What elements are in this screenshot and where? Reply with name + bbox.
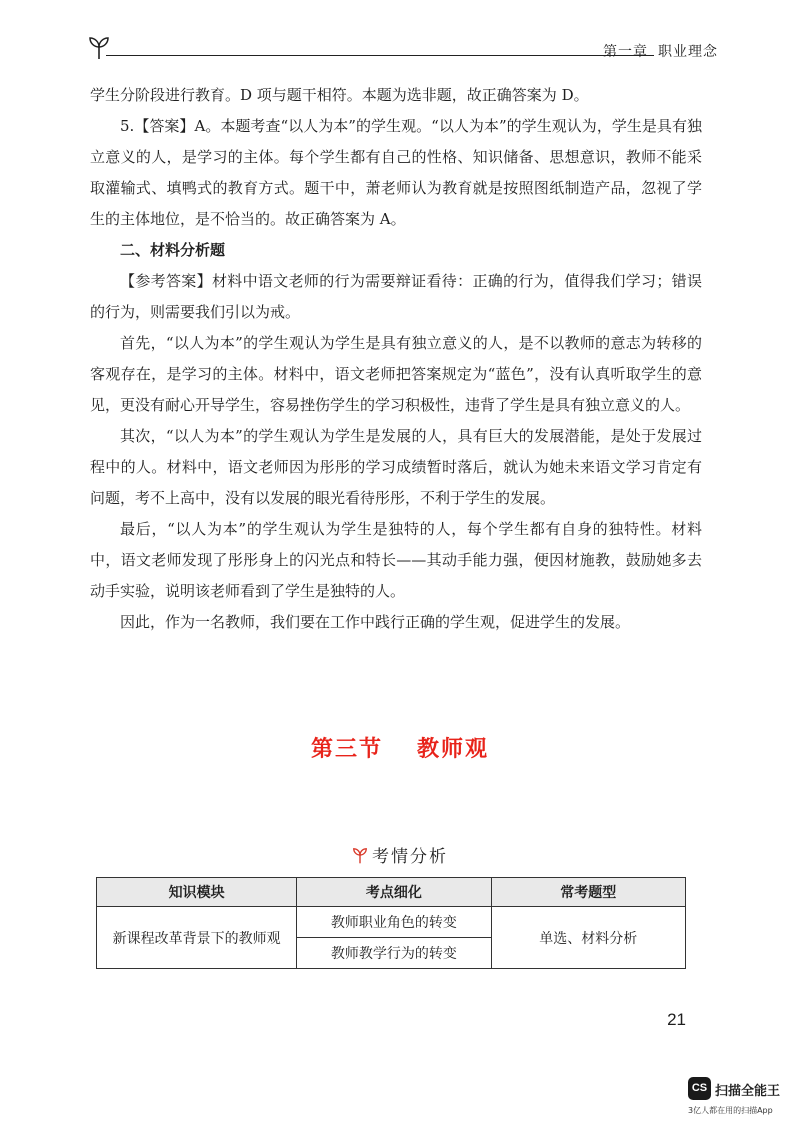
watermark-name: 扫描全能王 bbox=[715, 1084, 781, 1099]
section-name: 教师观 bbox=[417, 737, 490, 762]
module-cell: 新课程改革背景下的教师观 bbox=[97, 907, 297, 969]
scanner-watermark bbox=[688, 1077, 798, 1127]
header-cell: 常考题型 bbox=[491, 878, 685, 907]
chapter-number: 第一章 bbox=[603, 44, 648, 60]
analysis-title: 考情分析 bbox=[372, 847, 448, 867]
paragraph: 因此，作为一名教师，我们要在工作中践行正确的学生观，促进学生的发展。 bbox=[120, 613, 631, 631]
sprout-icon bbox=[352, 846, 368, 864]
header-cell: 考点细化 bbox=[297, 878, 491, 907]
section-number: 第三节 bbox=[310, 737, 383, 762]
question-type-cell: 单选、材料分析 bbox=[491, 907, 685, 969]
section-title bbox=[0, 732, 800, 763]
exam-analysis-table bbox=[96, 877, 686, 969]
page-header bbox=[88, 30, 718, 64]
paragraph: 最后，“以人为本”的学生观认为学生是独特的人，每个学生都有自身的独特性。材料中，语文老师发现了彤彤身上的闪光点和特长——其动手能力强，便因材施教，鼓励她多去动手实验，说明该老师看到了学生是独特的人。 bbox=[90, 520, 702, 600]
analysis-heading bbox=[0, 842, 800, 867]
paragraph: 5.【答案】A。本题考查“以人为本”的学生观。“以人为本”的学生观认为，学生是具有独立意义的人，是学习的主体。每个学生都有自己的性格、知识储备、思想意识，教师不能采取灌输式、填鸭式的教育方式。题干中，萧老师认为教育就是按照图纸制造产品，忽视了学生的主体地位，是不恰当的。故正确答案为 A。 bbox=[90, 117, 702, 228]
table-row bbox=[97, 907, 686, 938]
sprout-icon bbox=[88, 34, 110, 60]
chapter-title: 职业理念 bbox=[658, 44, 718, 60]
point-cell: 教师职业角色的转变 bbox=[297, 907, 491, 938]
header-rule bbox=[106, 55, 654, 56]
paragraph: 首先，“以人为本”的学生观认为学生是具有独立意义的人，是不以教师的意志为转移的客观存在，是学习的主体。材料中，语文老师把答案规定为“蓝色”，没有认真听取学生的意见，更没有耐心开导学生，容易挫伤学生的学习积极性，违背了学生是具有独立意义的人。 bbox=[90, 334, 702, 414]
page-number: 21 bbox=[667, 1010, 686, 1029]
subheading: 二、材料分析题 bbox=[120, 241, 226, 259]
paragraph: 学生分阶段进行教育。D 项与题干相符。本题为选非题，故正确答案为 D。 bbox=[90, 86, 589, 104]
table-header-row bbox=[97, 878, 686, 907]
paragraph: 其次，“以人为本”的学生观认为学生是发展的人，具有巨大的发展潜能，是处于发展过程中的人。材料中，语文老师因为彤彤的学习成绩暂时落后，就认为她未来语文学习肯定有问题，考不上高中，没有以发展的眼光看待彤彤，不利于学生的发展。 bbox=[90, 427, 702, 507]
watermark-slogan: 3亿人都在用的扫描App bbox=[688, 1106, 773, 1115]
paragraph: 【参考答案】材料中语文老师的行为需要辩证看待：正确的行为，值得我们学习；错误的行为，则需要我们引以为戒。 bbox=[90, 272, 702, 321]
camscanner-logo: CS bbox=[688, 1077, 711, 1100]
body-text bbox=[90, 80, 702, 638]
chapter-label bbox=[593, 41, 718, 61]
header-cell: 知识模块 bbox=[97, 878, 297, 907]
point-cell: 教师教学行为的转变 bbox=[297, 938, 491, 969]
